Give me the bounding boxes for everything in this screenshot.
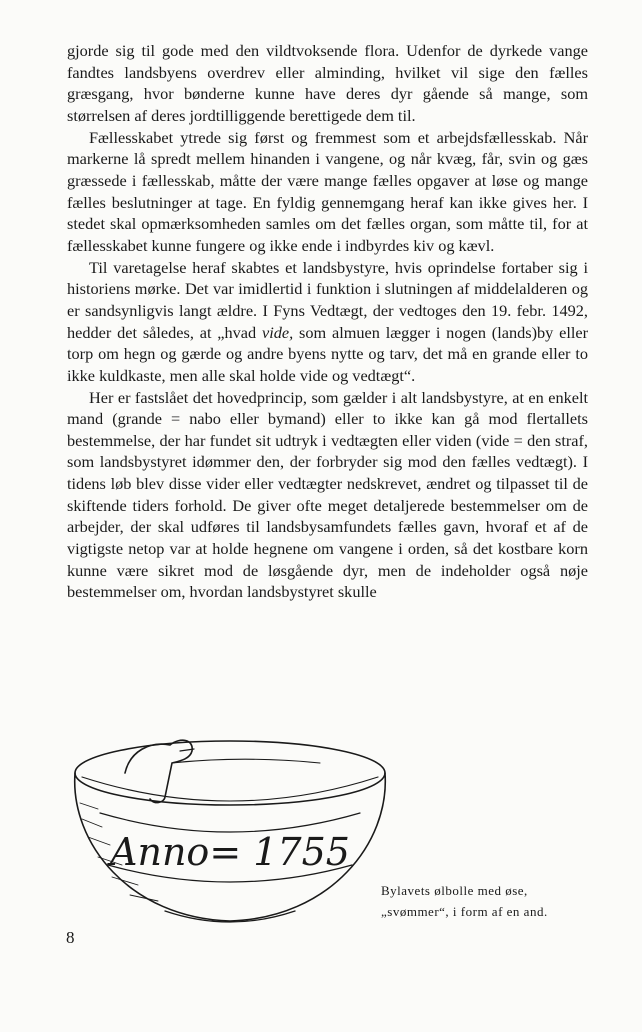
body-text: [67, 40, 588, 603]
duck-ladle: [125, 740, 192, 802]
caption-line-2: „svømmer“, i form af en and.: [381, 904, 548, 919]
page-number: 8: [66, 928, 75, 947]
bowl-illustration: [70, 733, 390, 933]
bowl-rim: [75, 741, 385, 805]
paragraph-3-italic: vide,: [262, 322, 294, 342]
paragraph-4: Her er fastslået det hovedprincip, som gælder i alt landsbystyre, at en enkelt mand (grande = nabo eller bymand) eller to ikke kan gå mod flertallets bestemmelse, der har fundet sit udtryk i vedtægten eller viden (vide = den straf, som landsbystyret idømmer den, der forbryder sig mod den fælles vedtægt). I tidens løb blev disse vider eller vedtægter nedskrevet, ændret og tilpasset til de skiftende tiders forhold. De giver ofte meget detaljerede bestemmelser om de arbejder, der skal udføres til landsbysamfundets fælles gavn, hvoraf et af de vigtigste netop var at holde hegnene om vangene i orden, så det kostbare korn kunne være sikret mod de løsgående dyr, men de indeholder også nøje bestemmelser om, hvordan landsbystyret skulle: [67, 387, 588, 602]
paragraph-1: gjorde sig til gode med den vildtvoksende flora. Udenfor de dyrkede vange fandtes landsbyens overdrev eller alminding, hvilket vil sige den fælles græsgang, hvor bønderne kunne have deres dyr gående så mange, som størrelsen af deres jordtilliggende berettigede dem til.: [67, 41, 588, 125]
paragraph-3-part-b: som almuen lægger i nogen (lands)by eller torp om hegn og gærde og andre byens nytte og tarv, det må en grande eller to ikke kuldkaste, men alle skal holde vide og vedtægt“.: [67, 322, 589, 385]
paragraph-3-part-a: Til varetagelse heraf skabtes et landsbystyre, hvis oprindelse fortaber sig i historiens mørke. Det var imidlertid i funktion i slutningen af middelalderen og er sandsynligvis langt ældre. I Fyns Vedtægt, der vedtoges den 19. febr. 1492, hedder det således, at „hvad: [67, 257, 588, 342]
figure-caption: [381, 880, 601, 922]
bowl-drawing: [70, 733, 390, 933]
paragraph-2: Fællesskabet ytrede sig først og fremmest som et arbejdsfællesskab. Når markerne lå spredt mellem hinanden i vangene, og når kvæg, får, svin og gæs græssede i fællesskab, måtte der være mange fælles opgaver at løse og mange fælles beslutninger at tage. En fyldig gennemgang heraf kan ikke gives her. I stedet skal opmærksomheden samles om det fælles organ, som måtte til, for at fællesskabet kunne fungere og ikke ende i indbyrdes kiv og kævl.: [67, 127, 588, 255]
caption-line-1: Bylavets ølbolle med øse,: [381, 883, 528, 898]
paragraph-3: [67, 257, 588, 387]
bowl-inscription: Anno= 1755: [110, 830, 350, 874]
